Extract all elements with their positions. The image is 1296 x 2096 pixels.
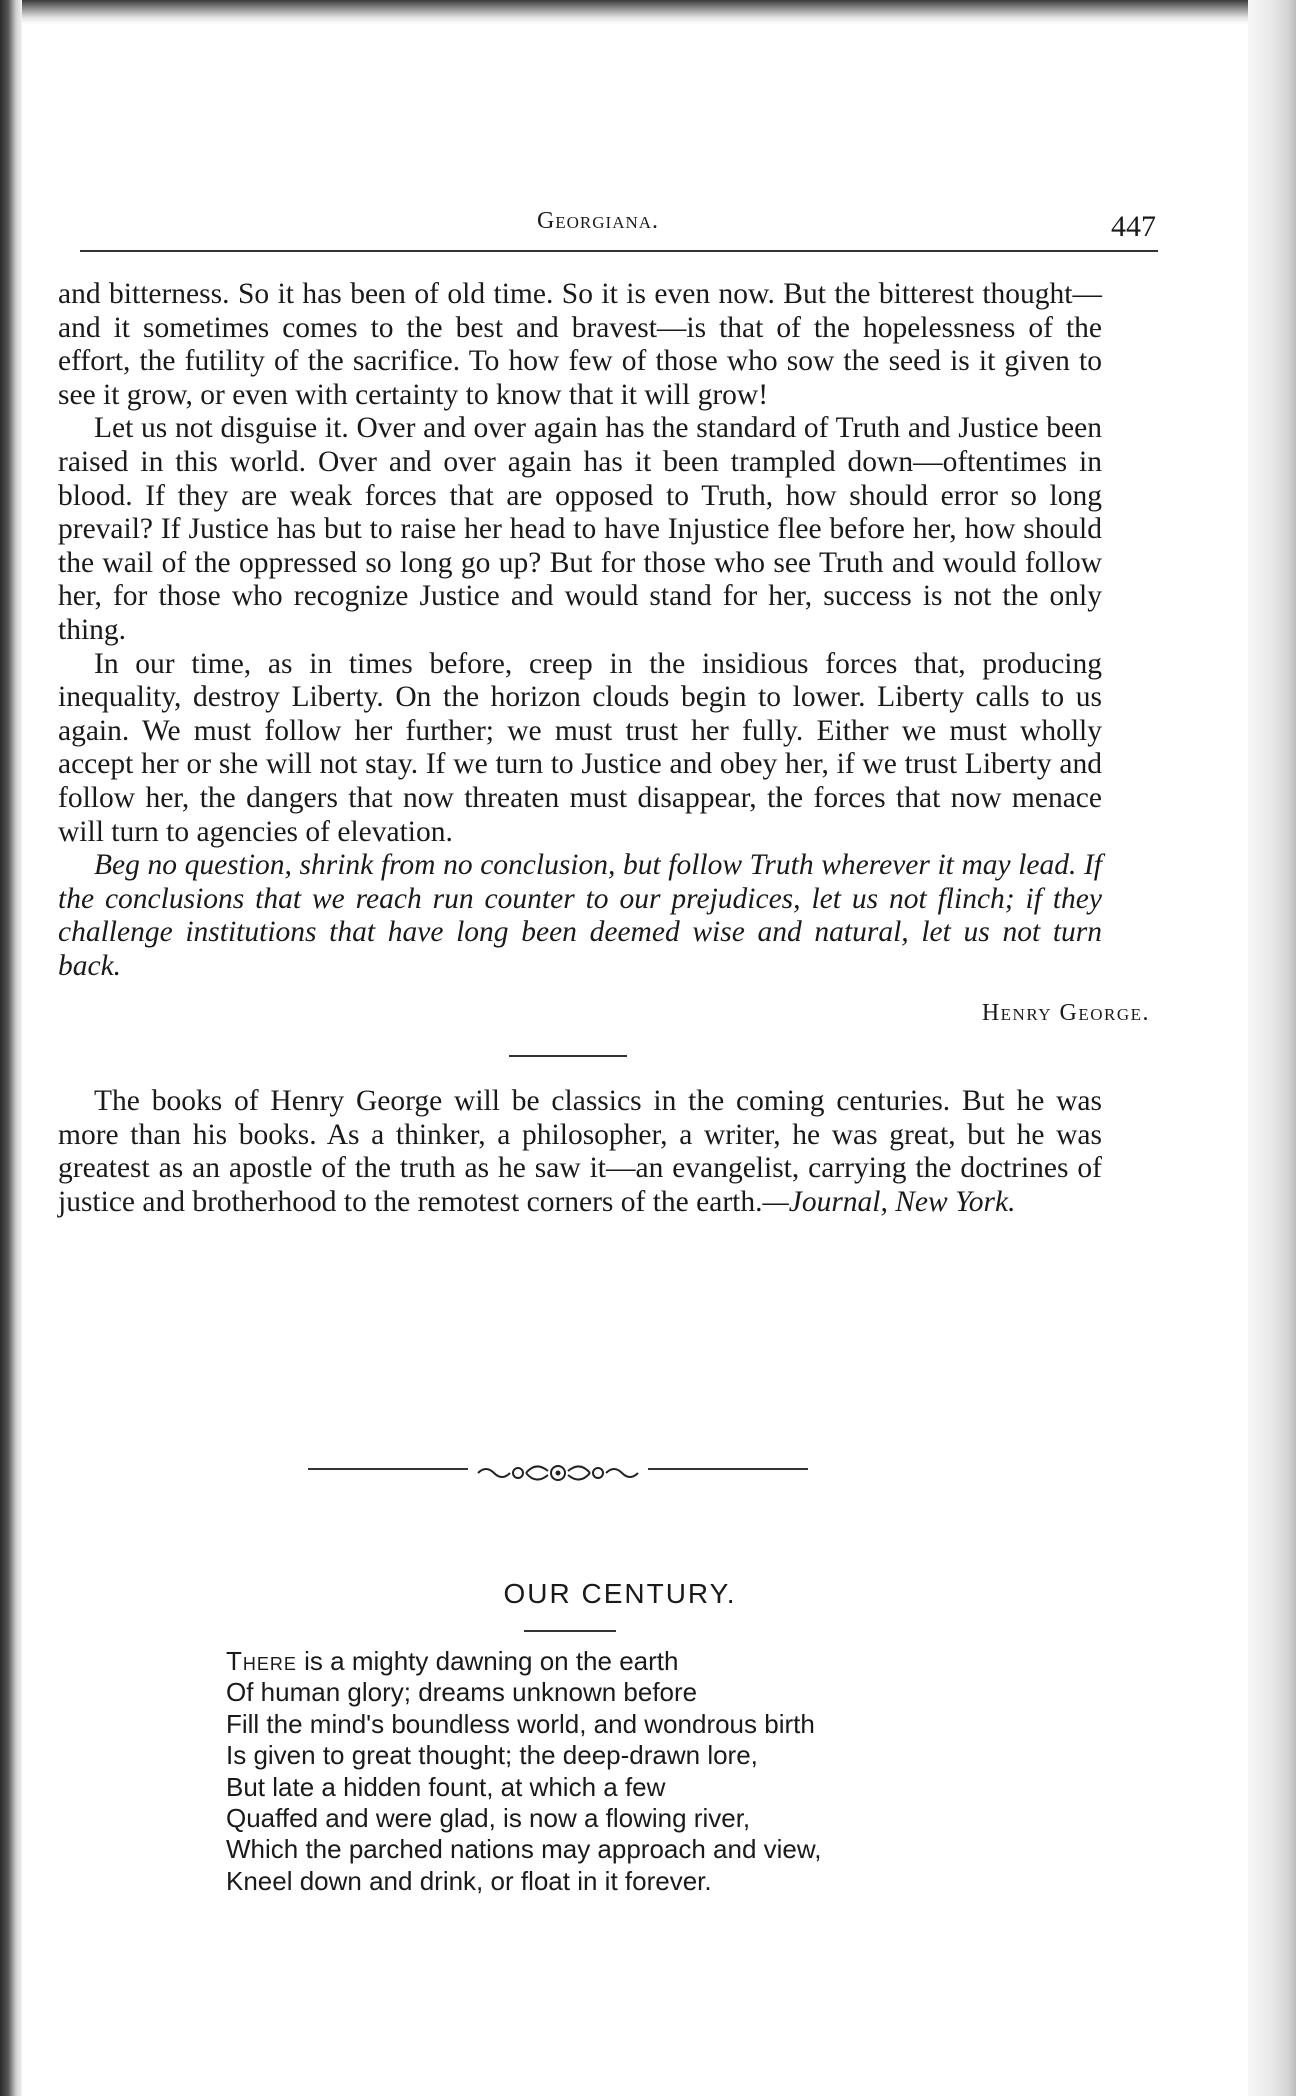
tribute-paragraph — [58, 1085, 1102, 1219]
article-body — [58, 278, 1150, 1219]
scan-right-edge — [1248, 0, 1296, 2096]
header-rule — [80, 250, 1158, 252]
tribute-source: —Journal, New York. — [762, 1185, 1016, 1218]
book-page — [58, 190, 1156, 1219]
poem-line: Fill the mind's boundless world, and wondrous birth — [226, 1708, 815, 1739]
paragraph-italic: Beg no question, shrink from no conclusion, but follow Truth wherever it may lead. If the conclusions that we reach run counter to our prejudices, let us not flinch; if they challenge institutions that have long been deemed wise and natural, let us not turn back. — [58, 849, 1102, 982]
poem-first-line-rest: is a mighty dawning on the earth — [296, 1646, 679, 1676]
poem-first-word: There — [226, 1646, 297, 1676]
poem-title: OUR CENTURY. — [503, 1578, 737, 1609]
poem-line: Kneel down and drink, or float in it forever. — [226, 1865, 712, 1896]
poem-line — [226, 1646, 821, 1677]
poem-line: Is given to great thought; the deep-drawn lore, — [226, 1740, 758, 1771]
paragraph: and bitterness. So it has been of old time. So it is even now. But the bitterest thought—and it sometimes comes to the best and bravest—is that of the hopelessness of the effort, the futility of the sacrifice. To how few of those who sow the seed is it given to see it grow, or even with certainty to know that it will grow! — [58, 278, 1102, 411]
scan-top-edge — [0, 0, 1296, 24]
paragraph: In our time, as in times before, creep in the insidious forces that, producing inequality, destroy Liberty. On the horizon clouds begin to lower. Liberty calls to us again. We must follow her further; we must trust her fully. Either we must wholly accept her or she will not stay. If we turn to Justice and obey her, if we trust Liberty and follow her, the dangers that now threaten must disappear, the forces that now menace will turn to agencies of elevation. — [58, 647, 1102, 848]
section-divider — [509, 1055, 627, 1057]
poem-line: Of human glory; dreams unknown before — [226, 1677, 698, 1708]
floral-ornament-icon — [468, 1458, 648, 1488]
poem-title-rule — [524, 1630, 616, 1632]
poem-stanza — [226, 1646, 821, 1897]
running-head — [58, 190, 1156, 250]
running-title: Georgiana. — [536, 208, 660, 234]
ornamental-divider — [308, 1452, 808, 1492]
tribute-text: The books of Henry George will be classics in the coming centuries. But he was more than his books. As a thinker, a philosopher, a writer, he was great, but he was greatest as an apostle of the truth as he saw it—an evangelist, carrying the doctrines of justice and brotherhood to the remotest corners of the earth. — [58, 1085, 1102, 1218]
poem-line: Which the parched nations may approach and view, — [226, 1834, 822, 1865]
poem-line: Quaffed and were glad, is now a flowing river, — [226, 1803, 751, 1834]
scan-left-edge — [0, 0, 22, 2096]
poem-line: But late a hidden fount, at which a few — [226, 1771, 666, 1802]
page-number: 447 — [1111, 210, 1156, 243]
author-signature: Henry George. — [981, 1000, 1150, 1027]
paragraph: Let us not disguise it. Over and over again has the standard of Truth and Justice been raised in this world. Over and over again has it been trampled down—oftentimes in blood. If they are weak forces that are opposed to Truth, how should error so long prevail? If Justice has but to raise her head to have Injustice flee before her, how should the wail of the oppressed so long go up? But for those who see Truth and would follow her, for those who recognize Justice and would stand for her, success is not the only thing. — [58, 412, 1102, 646]
